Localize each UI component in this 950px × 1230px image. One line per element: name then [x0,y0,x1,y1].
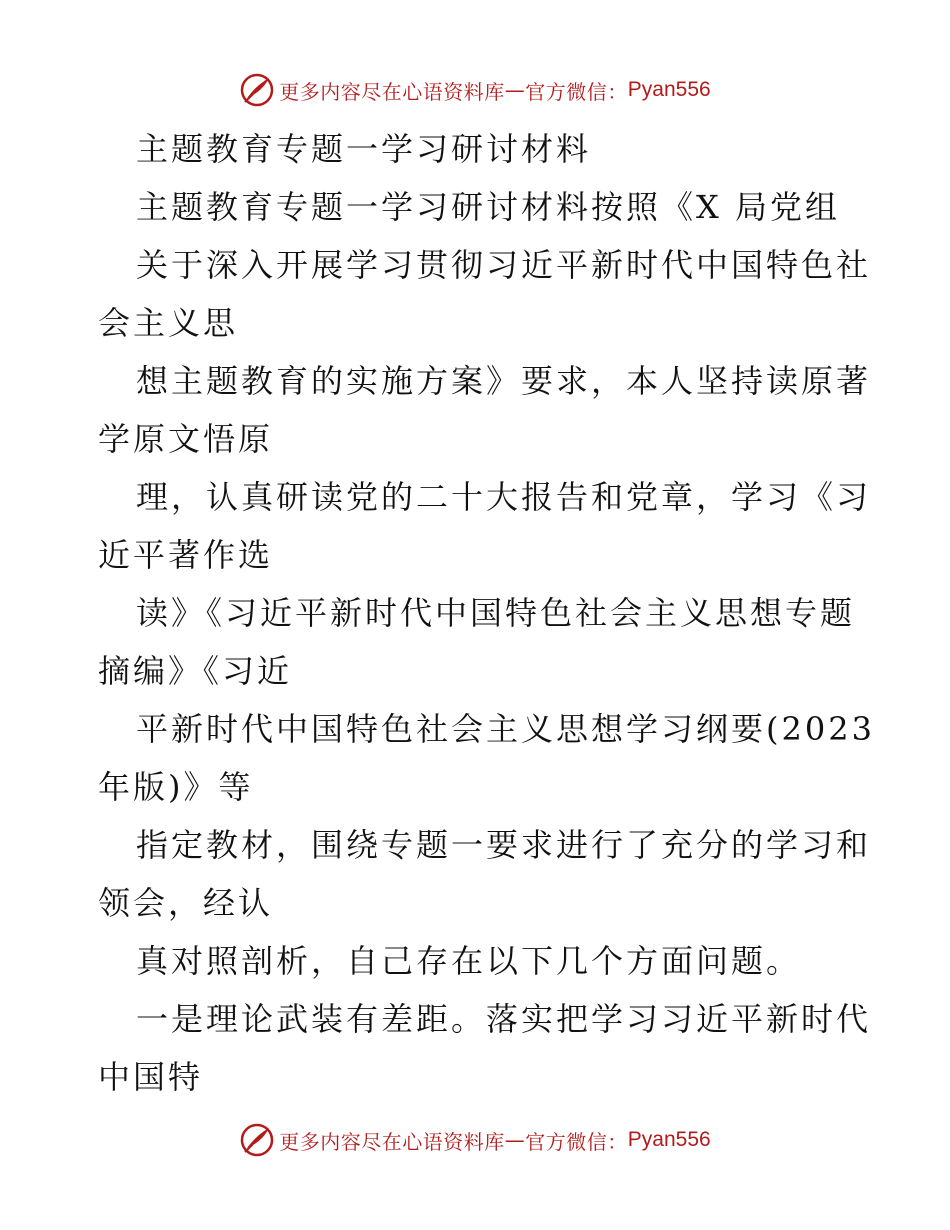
text-line: 摘编》《习近 [98,652,293,690]
footer-watermark [0,1120,950,1160]
watermark-account: Pyan556 [627,1128,711,1151]
text-line: 会主义思 [98,304,239,342]
header-watermark [0,70,950,110]
text-line: 主题教育专题一学习研讨材料按照《X 局党组 [136,188,840,226]
text-line: 平新时代中国特色社会主义思想学习纲要(2023 [136,710,875,748]
watermark-text: 更多内容尽在心语资料库 [279,1129,505,1154]
watermark-separator: — [504,1128,526,1152]
text-line: 中国特 [98,1058,204,1096]
watermark-official: 官方微信： [525,1129,628,1154]
feather-pen-logo-icon [239,1122,275,1158]
watermark-account: Pyan556 [627,78,711,101]
text-line: 理，认真研读党的二十大报告和党章，学习《习 [136,478,872,516]
text-line: 一是理论武装有差距。落实把学习习近平新时代 [136,1000,872,1038]
document-body [98,120,875,1106]
watermark-official: 官方微信： [525,79,628,104]
text-line: 近平著作选 [98,536,274,574]
feather-pen-logo-icon [239,72,275,108]
text-line: 主题教育专题一学习研讨材料 [136,130,592,168]
text-line: 学原文悟原 [98,420,274,458]
text-line: 想主题教育的实施方案》要求，本人坚持读原著 [136,362,872,400]
text-line: 指定教材，围绕专题一要求进行了充分的学习和 [136,826,872,864]
text-line: 年版)》等 [98,768,254,806]
text-line: 读》《习近平新时代中国特色社会主义思想专题 [136,594,856,632]
watermark-text: 更多内容尽在心语资料库 [279,79,505,104]
text-line: 领会，经认 [98,884,274,922]
text-line: 真对照剖析，自己存在以下几个方面问题。 [136,942,802,980]
text-line: 关于深入开展学习贯彻习近平新时代中国特色社 [136,246,872,284]
watermark-separator: — [504,78,526,102]
